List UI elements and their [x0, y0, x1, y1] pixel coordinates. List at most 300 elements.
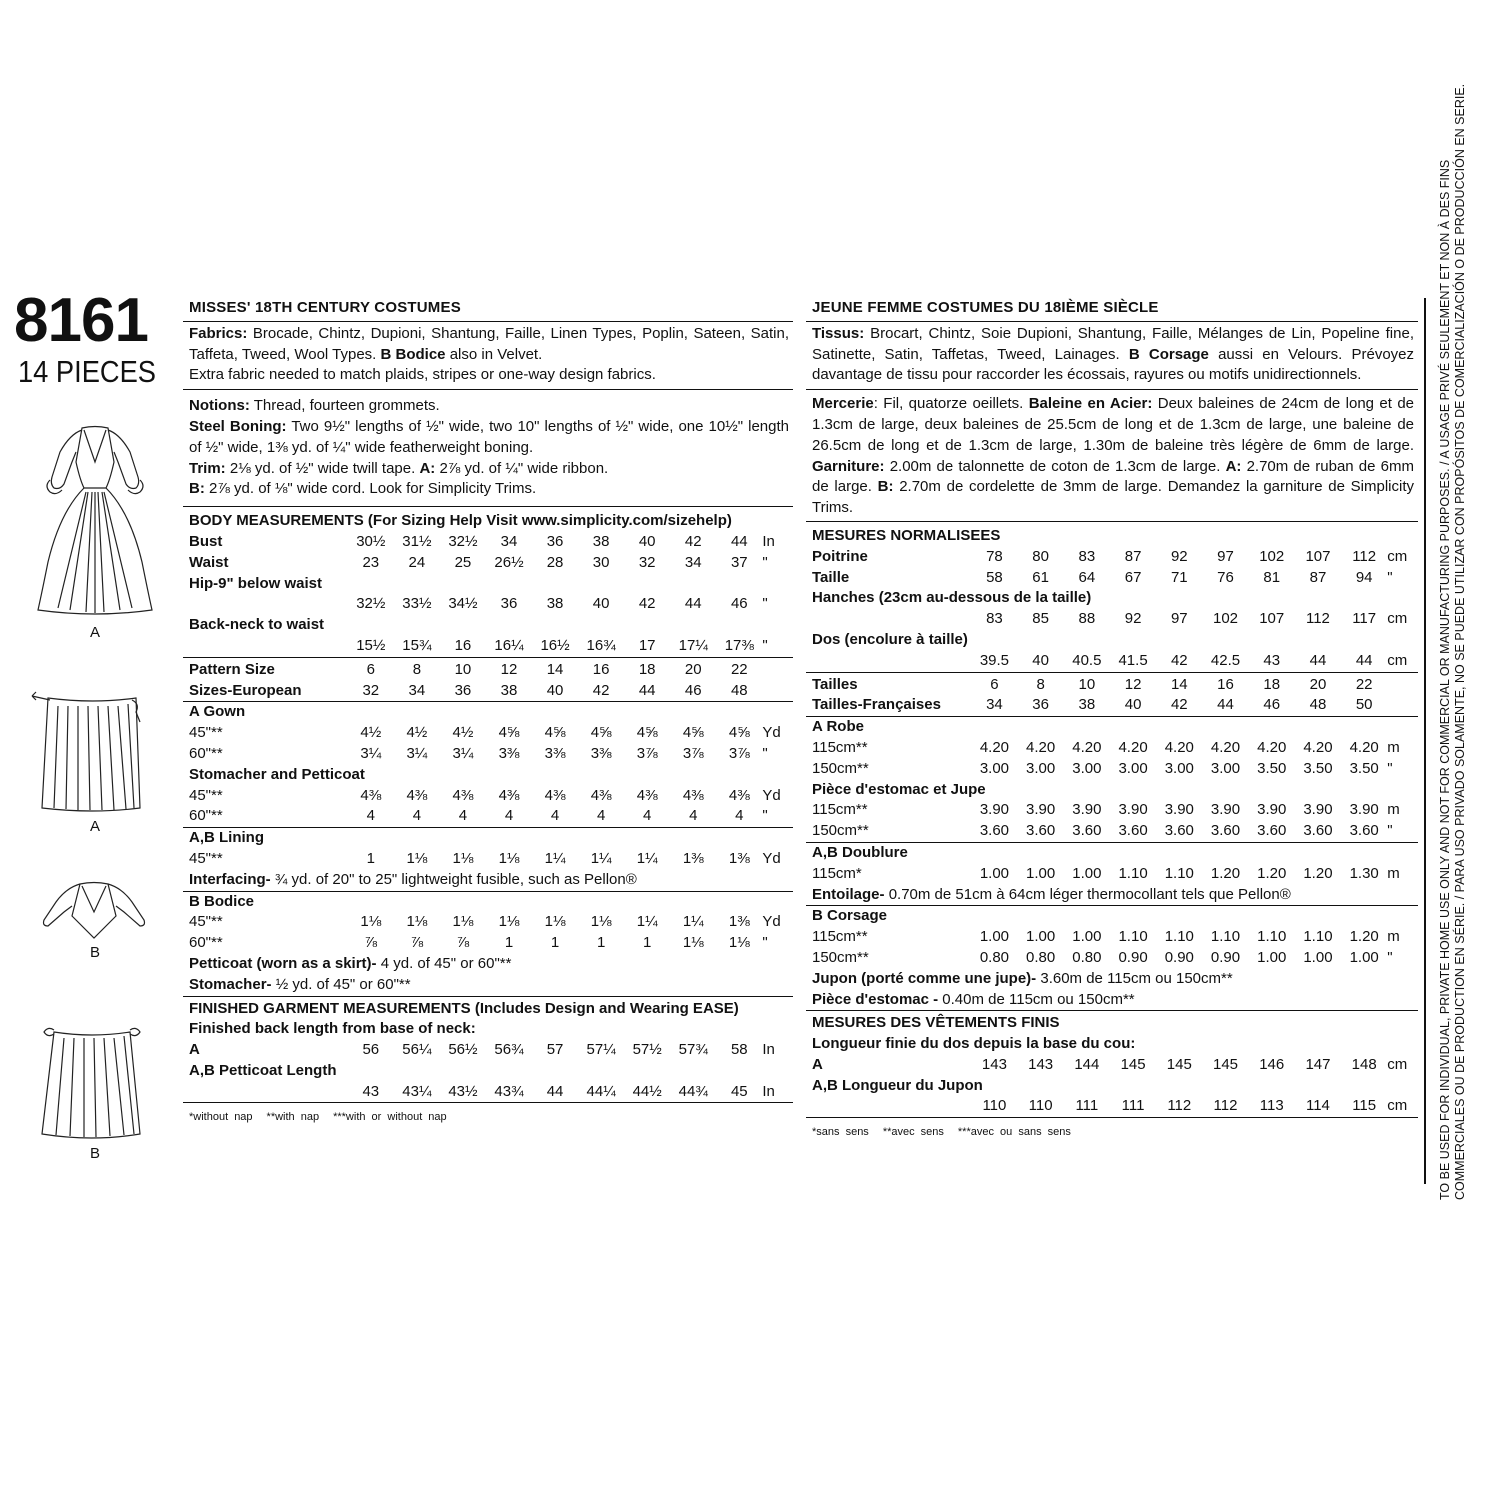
cell-value: 34: [684, 553, 702, 571]
row-heading: Finished back length from base of neck:: [189, 1020, 476, 1038]
cell-value: 3.50: [1303, 759, 1333, 777]
cell-value: 34: [986, 696, 1003, 714]
cell-value: 1.00: [1026, 864, 1056, 882]
fr-title: JEUNE FEMME COSTUMES DU 18IÈME SIÈCLE: [806, 295, 1418, 322]
fr-bodice-table: [806, 906, 1418, 968]
cell-value: 83: [986, 610, 1003, 628]
cell-value: 56½: [448, 1041, 478, 1059]
cell-value: 1.20: [1349, 928, 1379, 946]
row-label: 115cm**: [812, 738, 868, 756]
cell-value: 0.90: [1210, 948, 1241, 966]
cell-value: 4: [596, 807, 606, 825]
cell-value: 4⅜: [406, 786, 428, 804]
cell-value: 43¾: [494, 1082, 524, 1100]
table-row: [183, 532, 793, 553]
cell-value: 71: [1170, 568, 1188, 586]
cell-value: 39.5: [979, 651, 1010, 669]
cell-value: 1.00: [1072, 928, 1102, 946]
cell-value: 33½: [402, 595, 432, 613]
cell-value: 48: [1309, 696, 1327, 714]
row-heading: Longueur finie du dos depuis la base du cou:: [812, 1035, 1136, 1053]
cell-value: 40: [1032, 651, 1049, 669]
en-petticoat: Petticoat (worn as a skirt)- 4 yd. of 45" or 60"**: [189, 954, 512, 972]
cell-value: 44: [1355, 651, 1373, 669]
en-lining: [183, 828, 793, 891]
table-row: [806, 821, 1418, 842]
cell-value: 12: [500, 660, 518, 678]
cell-value: 4: [366, 807, 375, 825]
cell-value: 1⅛: [452, 849, 474, 867]
cell-value: 4⅝: [544, 724, 566, 742]
row-label: Taille: [812, 568, 850, 586]
cell-value: 3.00: [979, 759, 1010, 777]
cell-value: 117: [1352, 610, 1377, 628]
cell-value: 4⅜: [636, 786, 658, 804]
cell-value: 67: [1124, 568, 1142, 586]
en-bodice-table: [183, 892, 793, 954]
cell-value: 4⅝: [590, 724, 612, 742]
table-row: [806, 780, 1418, 801]
column-divider: [1424, 298, 1426, 1184]
cell-unit: [762, 660, 793, 681]
cell-value: 4½: [452, 724, 474, 742]
cell-value: 1.00: [1257, 948, 1287, 966]
cell-value: 61: [1032, 568, 1049, 586]
cell-value: 3.00: [1072, 759, 1102, 777]
cell-value: 0.90: [1118, 948, 1148, 966]
cell-value: 4⅜: [590, 786, 612, 804]
table-row: [183, 933, 793, 954]
row-heading: A Robe: [812, 718, 864, 736]
table-row: [806, 843, 1418, 864]
cell-value: 44¼: [586, 1082, 616, 1100]
cell-value: 1⅜: [682, 849, 704, 867]
table-row: [806, 1096, 1418, 1117]
cell-value: 40: [638, 532, 656, 550]
cell-value: 97: [1170, 610, 1188, 628]
cell-value: 3⅞: [728, 744, 750, 762]
cell-unit: Yd: [762, 786, 781, 804]
cell-value: 4: [643, 807, 652, 825]
cell-value: 4.20: [1210, 738, 1241, 756]
cell-value: 3.60: [1164, 822, 1194, 840]
row-heading: A,B Longueur du Jupon: [812, 1076, 983, 1094]
cell-value: 1: [366, 849, 375, 867]
table-row: [806, 588, 1418, 609]
cell-value: 83: [1078, 547, 1096, 565]
cell-value: 1⅜: [728, 913, 750, 931]
cell-value: 4.20: [1349, 738, 1379, 756]
cell-value: 36: [1032, 696, 1049, 714]
cell-unit: [1387, 675, 1418, 696]
cell-value: ⅞: [410, 934, 424, 952]
cell-value: 16½: [540, 636, 570, 654]
cell-value: 16¾: [586, 636, 616, 654]
cell-value: 3.60: [1303, 822, 1333, 840]
table-row: [806, 1076, 1418, 1097]
cell-value: 4⅜: [682, 786, 704, 804]
row-heading: Back-neck to waist: [189, 616, 325, 634]
row-heading: Dos (encolure à taille): [812, 630, 968, 648]
cell-value: 145: [1120, 1055, 1146, 1073]
table-row: [806, 800, 1418, 821]
table-row: [183, 615, 793, 636]
cell-value: 1¼: [544, 849, 566, 867]
row-label: [806, 651, 971, 672]
french-column: [806, 295, 1418, 1143]
row-heading: A,B Doublure: [812, 843, 908, 861]
fr-yardage-table: [806, 717, 1418, 842]
row-label: 45"**: [189, 849, 223, 867]
cell-value: 1: [643, 934, 652, 952]
cell-value: 15½: [356, 636, 386, 654]
cell-value: 36: [454, 681, 472, 699]
cell-unit: m: [1387, 928, 1400, 946]
figure-label-b: B: [89, 944, 100, 961]
cell-value: 40: [546, 681, 564, 699]
table-row: [806, 568, 1418, 589]
cell-value: 76: [1217, 568, 1234, 586]
cell-value: 34: [500, 532, 518, 550]
cell-value: 56¼: [402, 1041, 432, 1059]
cell-value: 1⅛: [728, 934, 750, 952]
cell-unit: In: [762, 1041, 775, 1059]
fr-bodice: [806, 906, 1418, 1011]
en-interfacing: Interfacing- ¾ yd. of 20" to 25" lightweight fusible, such as Pellon®: [189, 870, 637, 888]
table-row: [183, 574, 793, 595]
cell-value: 3.90: [1026, 801, 1056, 819]
fr-fabrics: Tissus: Brocart, Chintz, Soie Dupioni, Shantung, Faille, Mélanges de Lin, Popeline fine, Satinette, Satin, Taffetas, Tweed, Lainages. B Corsage aussi en Velours. Prévoyez davantage de tissu pour raccorder les écossais, rayures ou motifs unidirectionnels.: [806, 322, 1418, 390]
row-label: 115cm**: [812, 801, 868, 819]
cell-value: 1⅛: [544, 913, 566, 931]
row-label: 115cm*: [812, 864, 862, 882]
row-label: 45"**: [189, 913, 223, 931]
cell-value: 10: [1078, 675, 1096, 693]
cell-value: 0.80: [1026, 948, 1056, 966]
cell-value: 94: [1355, 568, 1373, 586]
table-row: [806, 630, 1418, 651]
row-label: Bust: [189, 532, 223, 550]
cell-value: 46: [1263, 696, 1281, 714]
table-row: [183, 594, 793, 615]
cell-value: 3.90: [1257, 801, 1287, 819]
cell-value: 3.60: [1118, 822, 1148, 840]
en-bodice: [183, 892, 793, 997]
cell-value: 111: [1121, 1097, 1145, 1115]
cell-value: 48: [730, 681, 748, 699]
cell-value: 17: [638, 636, 656, 654]
cell-unit: ": [1387, 948, 1393, 966]
cell-unit: ": [762, 595, 768, 613]
row-heading: A Gown: [189, 703, 246, 721]
cell-value: 4⅝: [498, 724, 520, 742]
cell-unit: Yd: [762, 724, 781, 742]
cell-value: 4: [689, 807, 698, 825]
table-row: [183, 660, 793, 681]
row-heading: Hanches (23cm au-dessous de la taille): [812, 589, 1092, 607]
cell-value: 40: [1124, 696, 1142, 714]
row-heading: Hip-9" below waist: [189, 574, 322, 592]
cell-value: 42: [1170, 696, 1188, 714]
cell-value: 3¼: [360, 744, 382, 762]
en-yardage-table: [183, 702, 793, 827]
cell-value: 20: [1309, 675, 1327, 693]
cell-value: 4⅜: [452, 786, 474, 804]
row-label: 150cm**: [812, 822, 869, 840]
table-row: [806, 948, 1418, 969]
row-label: 60"**: [189, 934, 223, 952]
cell-value: 1.20: [1303, 864, 1333, 882]
cell-value: 147: [1305, 1055, 1331, 1073]
table-row: [183, 912, 793, 933]
en-lining-table: [183, 828, 793, 870]
cell-value: 3.90: [1210, 801, 1241, 819]
cell-value: 3⅜: [544, 744, 566, 762]
en-sizes: [183, 658, 793, 703]
cell-value: 46: [684, 681, 702, 699]
table-row: [183, 1019, 793, 1040]
table-row: [183, 828, 793, 849]
cell-value: 4½: [406, 724, 428, 742]
cell-value: 42.5: [1210, 651, 1241, 669]
row-label: [183, 594, 348, 615]
cell-value: 1⅛: [590, 913, 612, 931]
cell-value: 1.20: [1257, 864, 1287, 882]
cell-value: 6: [990, 675, 999, 693]
cell-value: 40: [592, 595, 610, 613]
table-row: [806, 927, 1418, 948]
cell-value: 4.20: [1118, 738, 1148, 756]
cell-value: 1¼: [636, 913, 658, 931]
cell-value: 145: [1166, 1055, 1192, 1073]
cell-value: 16: [454, 636, 472, 654]
cell-value: 18: [638, 660, 656, 678]
cell-value: 107: [1305, 547, 1331, 565]
cell-unit: In: [762, 1082, 775, 1100]
cell-value: 28: [546, 553, 564, 571]
cell-unit: ": [1387, 822, 1393, 840]
cell-value: 1.10: [1303, 928, 1333, 946]
fr-body-table: [806, 547, 1418, 672]
cell-value: 115: [1352, 1097, 1377, 1115]
cell-value: 1: [504, 934, 514, 952]
row-heading: B Corsage: [812, 907, 888, 925]
cell-value: 43: [362, 1082, 380, 1100]
table-row: [183, 806, 793, 827]
cell-value: 1.00: [979, 864, 1010, 882]
cell-value: 148: [1351, 1055, 1377, 1073]
cell-value: 42: [1170, 651, 1188, 669]
en-finished: FINISHED GARMENT MEASUREMENTS (Includes Design and Wearing EASE) Finished back length from base of neck: A 56 56¼ 56½ 56¾ 57 57¼ 57½ 57¾ 58 In A,B Petticoat Length 43 43¼ 43½ 43¾ 44 44¼ 44½ 44¾ 45 In: [183, 997, 793, 1104]
fr-interfacing: Entoilage- 0.70m de 51cm à 64cm léger thermocollant tels que Pellon®: [812, 885, 1291, 903]
skirt-b-illustration: [30, 1022, 160, 1142]
fr-finished: MESURES DES VÊTEMENTS FINIS Longueur finie du dos depuis la base du cou: A 143 143 144 145 145 145 146 147 148 cm A,B Longueur du Jupon 110 110 111 111 112 112 113 114 115 cm: [806, 1011, 1418, 1118]
cell-value: 107: [1259, 610, 1285, 628]
cell-value: 32½: [448, 532, 478, 550]
cell-value: 4⅝: [728, 724, 750, 742]
table-row: [806, 906, 1418, 927]
cell-value: 38: [592, 532, 610, 550]
cell-value: 1¼: [636, 849, 658, 867]
cell-value: 110: [982, 1097, 1007, 1115]
cell-value: 3.90: [1349, 801, 1379, 819]
fr-footnotes: *sans sens **avec sens ***avec ou sans sens: [812, 1126, 1071, 1139]
cell-value: 3.60: [1210, 822, 1241, 840]
cell-value: 4.20: [1303, 738, 1333, 756]
cell-value: 145: [1213, 1055, 1239, 1073]
row-heading: Stomacher and Petticoat: [189, 765, 365, 783]
cell-value: ⅞: [456, 934, 470, 952]
cell-value: 34½: [448, 595, 478, 613]
cell-value: 57¾: [678, 1041, 708, 1059]
cell-value: 92: [1170, 547, 1188, 565]
fr-notions: Mercerie: Fil, quatorze oeillets. Baleine en Acier: Deux baleines de 24cm de long et de 1.3cm de large, deux baleines de 25.5cm de long et de 1.3cm de large, une baleine de 26.5cm de long et de 1.3cm de large, 1.30m de baleine très légère de 6mm de large. Garniture: 2.00m de talonnette de coton de 1.3cm de large. A: 2.70m de ruban de 6mm de large. B: 2.70m de cordelette de 3mm de large. Demandez la garniture de Simplicity Trims.: [806, 390, 1418, 522]
cell-value: 1.10: [1210, 928, 1241, 946]
cell-value: 85: [1032, 610, 1049, 628]
row-label: [806, 1096, 971, 1117]
row-label: Tailles: [812, 675, 858, 693]
cell-value: 16¼: [494, 636, 524, 654]
cell-value: 43¼: [402, 1082, 432, 1100]
row-label: Waist: [189, 553, 229, 571]
cell-value: 40.5: [1072, 651, 1102, 669]
cell-value: 14: [546, 660, 564, 678]
cell-value: 1⅛: [498, 849, 520, 867]
fr-yardage: [806, 717, 1418, 843]
pattern-number: 8161: [14, 286, 148, 355]
cell-value: 15¾: [402, 636, 432, 654]
cell-value: 44¾: [678, 1082, 708, 1100]
cell-value: 41.5: [1118, 651, 1148, 669]
table-row: [183, 744, 793, 765]
cell-value: 4.20: [1026, 738, 1056, 756]
cell-value: 64: [1078, 568, 1096, 586]
cell-value: 32: [638, 553, 656, 571]
cell-value: 30½: [356, 532, 386, 550]
cell-value: 1⅛: [452, 913, 474, 931]
table-row: [806, 547, 1418, 568]
cell-value: 0.80: [979, 948, 1010, 966]
cell-value: 36: [546, 532, 564, 550]
row-label: [183, 1082, 348, 1103]
cell-value: 38: [546, 595, 564, 613]
cell-value: 4.20: [1257, 738, 1287, 756]
cell-value: 1.30: [1349, 864, 1379, 882]
cell-value: 4: [550, 807, 560, 825]
cell-value: 112: [1352, 547, 1377, 565]
cell-value: 3.60: [1026, 822, 1056, 840]
cell-value: 1: [596, 934, 606, 952]
cell-value: 87: [1124, 547, 1142, 565]
cell-value: 1.00: [1026, 928, 1056, 946]
cell-value: 44: [1217, 696, 1234, 714]
cell-value: 36: [500, 595, 518, 613]
cell-value: 1.20: [1210, 864, 1241, 882]
cell-value: 6: [366, 660, 375, 678]
cell-value: 17¼: [678, 636, 708, 654]
en-fabrics: Fabrics: Brocade, Chintz, Dupioni, Shantung, Faille, Linen Types, Poplin, Sateen, Satin, Taffeta, Tweed, Wool Types. B Bodice also in Velvet. Extra fabric needed to match plaids, stripes or one-way design fabrics.: [183, 322, 793, 390]
petticoat-a-illustration: [28, 688, 158, 813]
cell-value: 3.50: [1349, 759, 1379, 777]
cell-value: 42: [638, 595, 656, 613]
table-row: [183, 1040, 793, 1061]
table-row: [183, 636, 793, 657]
cell-value: 1.10: [1257, 928, 1287, 946]
cell-value: 37: [730, 553, 748, 571]
cell-value: 4½: [360, 724, 382, 742]
cell-value: 4⅜: [498, 786, 520, 804]
cell-value: 146: [1259, 1055, 1285, 1073]
cell-value: 0.80: [1072, 948, 1102, 966]
usage-notice: [1438, 83, 1468, 1200]
cell-value: 44½: [632, 1082, 662, 1100]
fr-lining: [806, 843, 1418, 906]
cell-value: 44: [730, 532, 748, 550]
cell-value: 50: [1355, 696, 1373, 714]
cell-value: 1⅛: [406, 913, 428, 931]
cell-value: 110: [1028, 1097, 1053, 1115]
cell-value: 1.00: [1349, 948, 1379, 966]
en-notions: Notions: Thread, fourteen grommets. Steel Boning: Two 9½" lengths of ½" wide, two 10" lengths of ½" wide, one 10½" length of ½" wide, 1⅜ yd. of ¼" wide featherweight boning. Trim: 2⅛ yd. of ½" wide twill tape. A: 2⅞ yd. of ¼" wide ribbon. B: 2⅞ yd. of ⅛" wide cord. Look for Simplicity Trims.: [183, 390, 793, 507]
cell-value: 4.20: [1164, 738, 1194, 756]
cell-value: 8: [1036, 675, 1045, 693]
cell-value: 3⅞: [682, 744, 704, 762]
cell-unit: m: [1387, 801, 1400, 819]
fr-finished-table: [806, 1034, 1418, 1117]
cell-value: 44: [638, 681, 656, 699]
cell-value: 32½: [356, 595, 386, 613]
cell-value: 4.20: [979, 738, 1010, 756]
fr-stomacher: Pièce d'estomac - 0.40m de 115cm ou 150cm**: [812, 990, 1135, 1008]
table-row: [806, 864, 1418, 885]
row-label: A: [812, 1055, 823, 1073]
cell-value: 4: [458, 807, 468, 825]
cell-value: 10: [454, 660, 472, 678]
cell-value: 43½: [448, 1082, 478, 1100]
cell-value: 1.00: [1303, 948, 1333, 966]
cell-value: 24: [408, 553, 426, 571]
en-stomacher: Stomacher- ½ yd. of 45" or 60"**: [189, 975, 411, 993]
cell-value: 1⅛: [498, 913, 520, 931]
cell-value: 46: [730, 595, 748, 613]
figure-label-a-2: A: [89, 818, 100, 835]
cell-value: 20: [684, 660, 702, 678]
cell-value: 1⅛: [360, 913, 382, 931]
usage-notice-line-1: TO BE USED FOR INDIVIDUAL, PRIVATE HOME USE ONLY AND NOT FOR COMMERCIAL OR MANUFACTURING PURPOSES. / A USAGE PRIVÉ SEULEMENT ET NON À DES FINS: [1438, 159, 1452, 1200]
cell-value: 44: [684, 595, 702, 613]
cell-value: 3¼: [452, 744, 474, 762]
en-body-table: [183, 532, 793, 657]
cell-value: 1¼: [590, 849, 612, 867]
figure-label-b-2: B: [89, 1145, 100, 1162]
row-label: 115cm**: [812, 928, 868, 946]
row-heading: Pièce d'estomac et Jupe: [812, 780, 986, 798]
cell-unit: ": [1387, 568, 1393, 586]
table-row: [183, 1061, 793, 1082]
cell-value: 44: [1309, 651, 1327, 669]
cell-unit: Yd: [762, 849, 781, 867]
row-label: 45"**: [189, 724, 223, 742]
english-column: [183, 295, 793, 1128]
cell-value: 78: [986, 547, 1003, 565]
cell-value: 38: [500, 681, 518, 699]
cell-value: 3.90: [1118, 801, 1148, 819]
fr-sizes: [806, 673, 1418, 718]
usage-notice-line-2: COMMERCIALES OU DE PRODUCTION EN SÉRIE. / PARA USO PRIVADO SOLAMENTE, NO SE PUEDE UTILIZAR CON PROPÓSITOS DE COMERCIALIZACIÓN O DE PRODUCCIÓN EN SERIE.: [1453, 83, 1467, 1200]
en-finished-table: [183, 1019, 793, 1102]
gown-a-illustration: [30, 422, 160, 617]
cell-value: 102: [1213, 610, 1239, 628]
